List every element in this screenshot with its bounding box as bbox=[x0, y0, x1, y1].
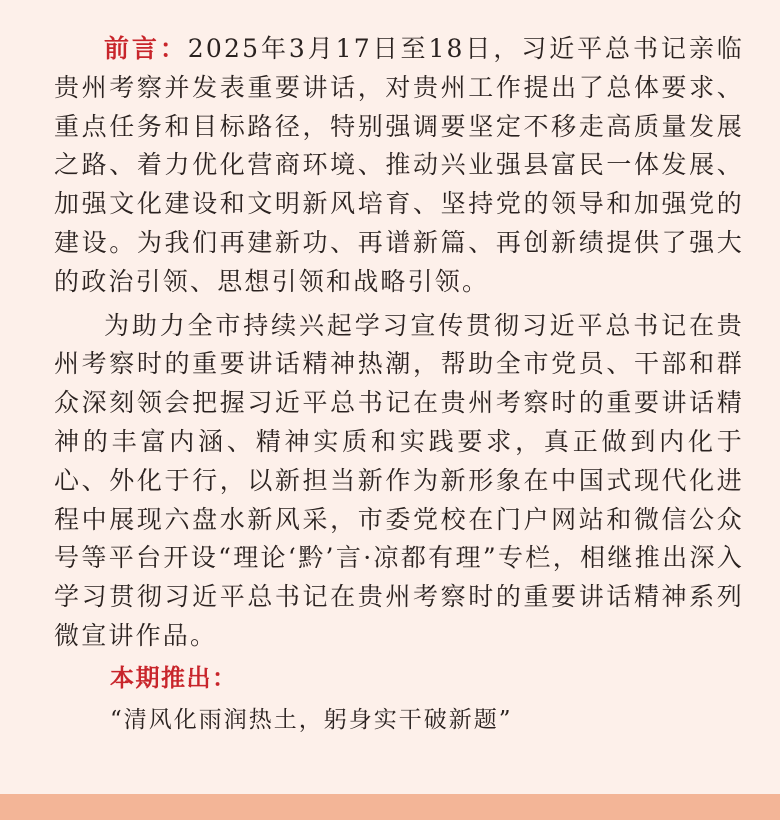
intro-paragraph bbox=[54, 30, 744, 302]
intro-paragraph-text: 2025年3月17日至18日，习近平总书记亲临贵州考察并发表重要讲话，对贵州工作提出了总体要求、重点任务和目标路径，特别强调要坚定不移走高质量发展之路、着力优化营商环境、推动兴业强县富民一体发展、加强文化建设和文明新风培育、坚持党的领导和加强党的建设。为我们再建新功、再谱新篇、再创新绩提供了强大的政治引领、思想引领和战略引领。 bbox=[54, 34, 744, 296]
issue-title: “清风化雨润热土，躬身实干破新题” bbox=[110, 706, 513, 733]
issue-label: 本期推出： bbox=[110, 663, 238, 692]
column-description-paragraph: 为助力全市持续兴起学习宣传贯彻习近平总书记在贵州考察时的重要讲话精神热潮，帮助全市党员、干部和群众深刻领会把握习近平总书记在贵州考察时的重要讲话精神的丰富内涵、精神实质和实践要求，真正做到内化于心、外化于行，以新担当新作为新形象在中国式现代化进程中展现六盘水新风采，市委党校在门户网站和微信公众号等平台开设“理论‘黔’言·凉都有理”专栏，相继推出深入学习贯彻习近平总书记在贵州考察时的重要讲话精神系列微宣讲作品。 bbox=[54, 310, 744, 650]
preface-label: 前言： bbox=[104, 34, 188, 63]
article-body bbox=[54, 30, 744, 738]
footer-band bbox=[0, 794, 780, 820]
